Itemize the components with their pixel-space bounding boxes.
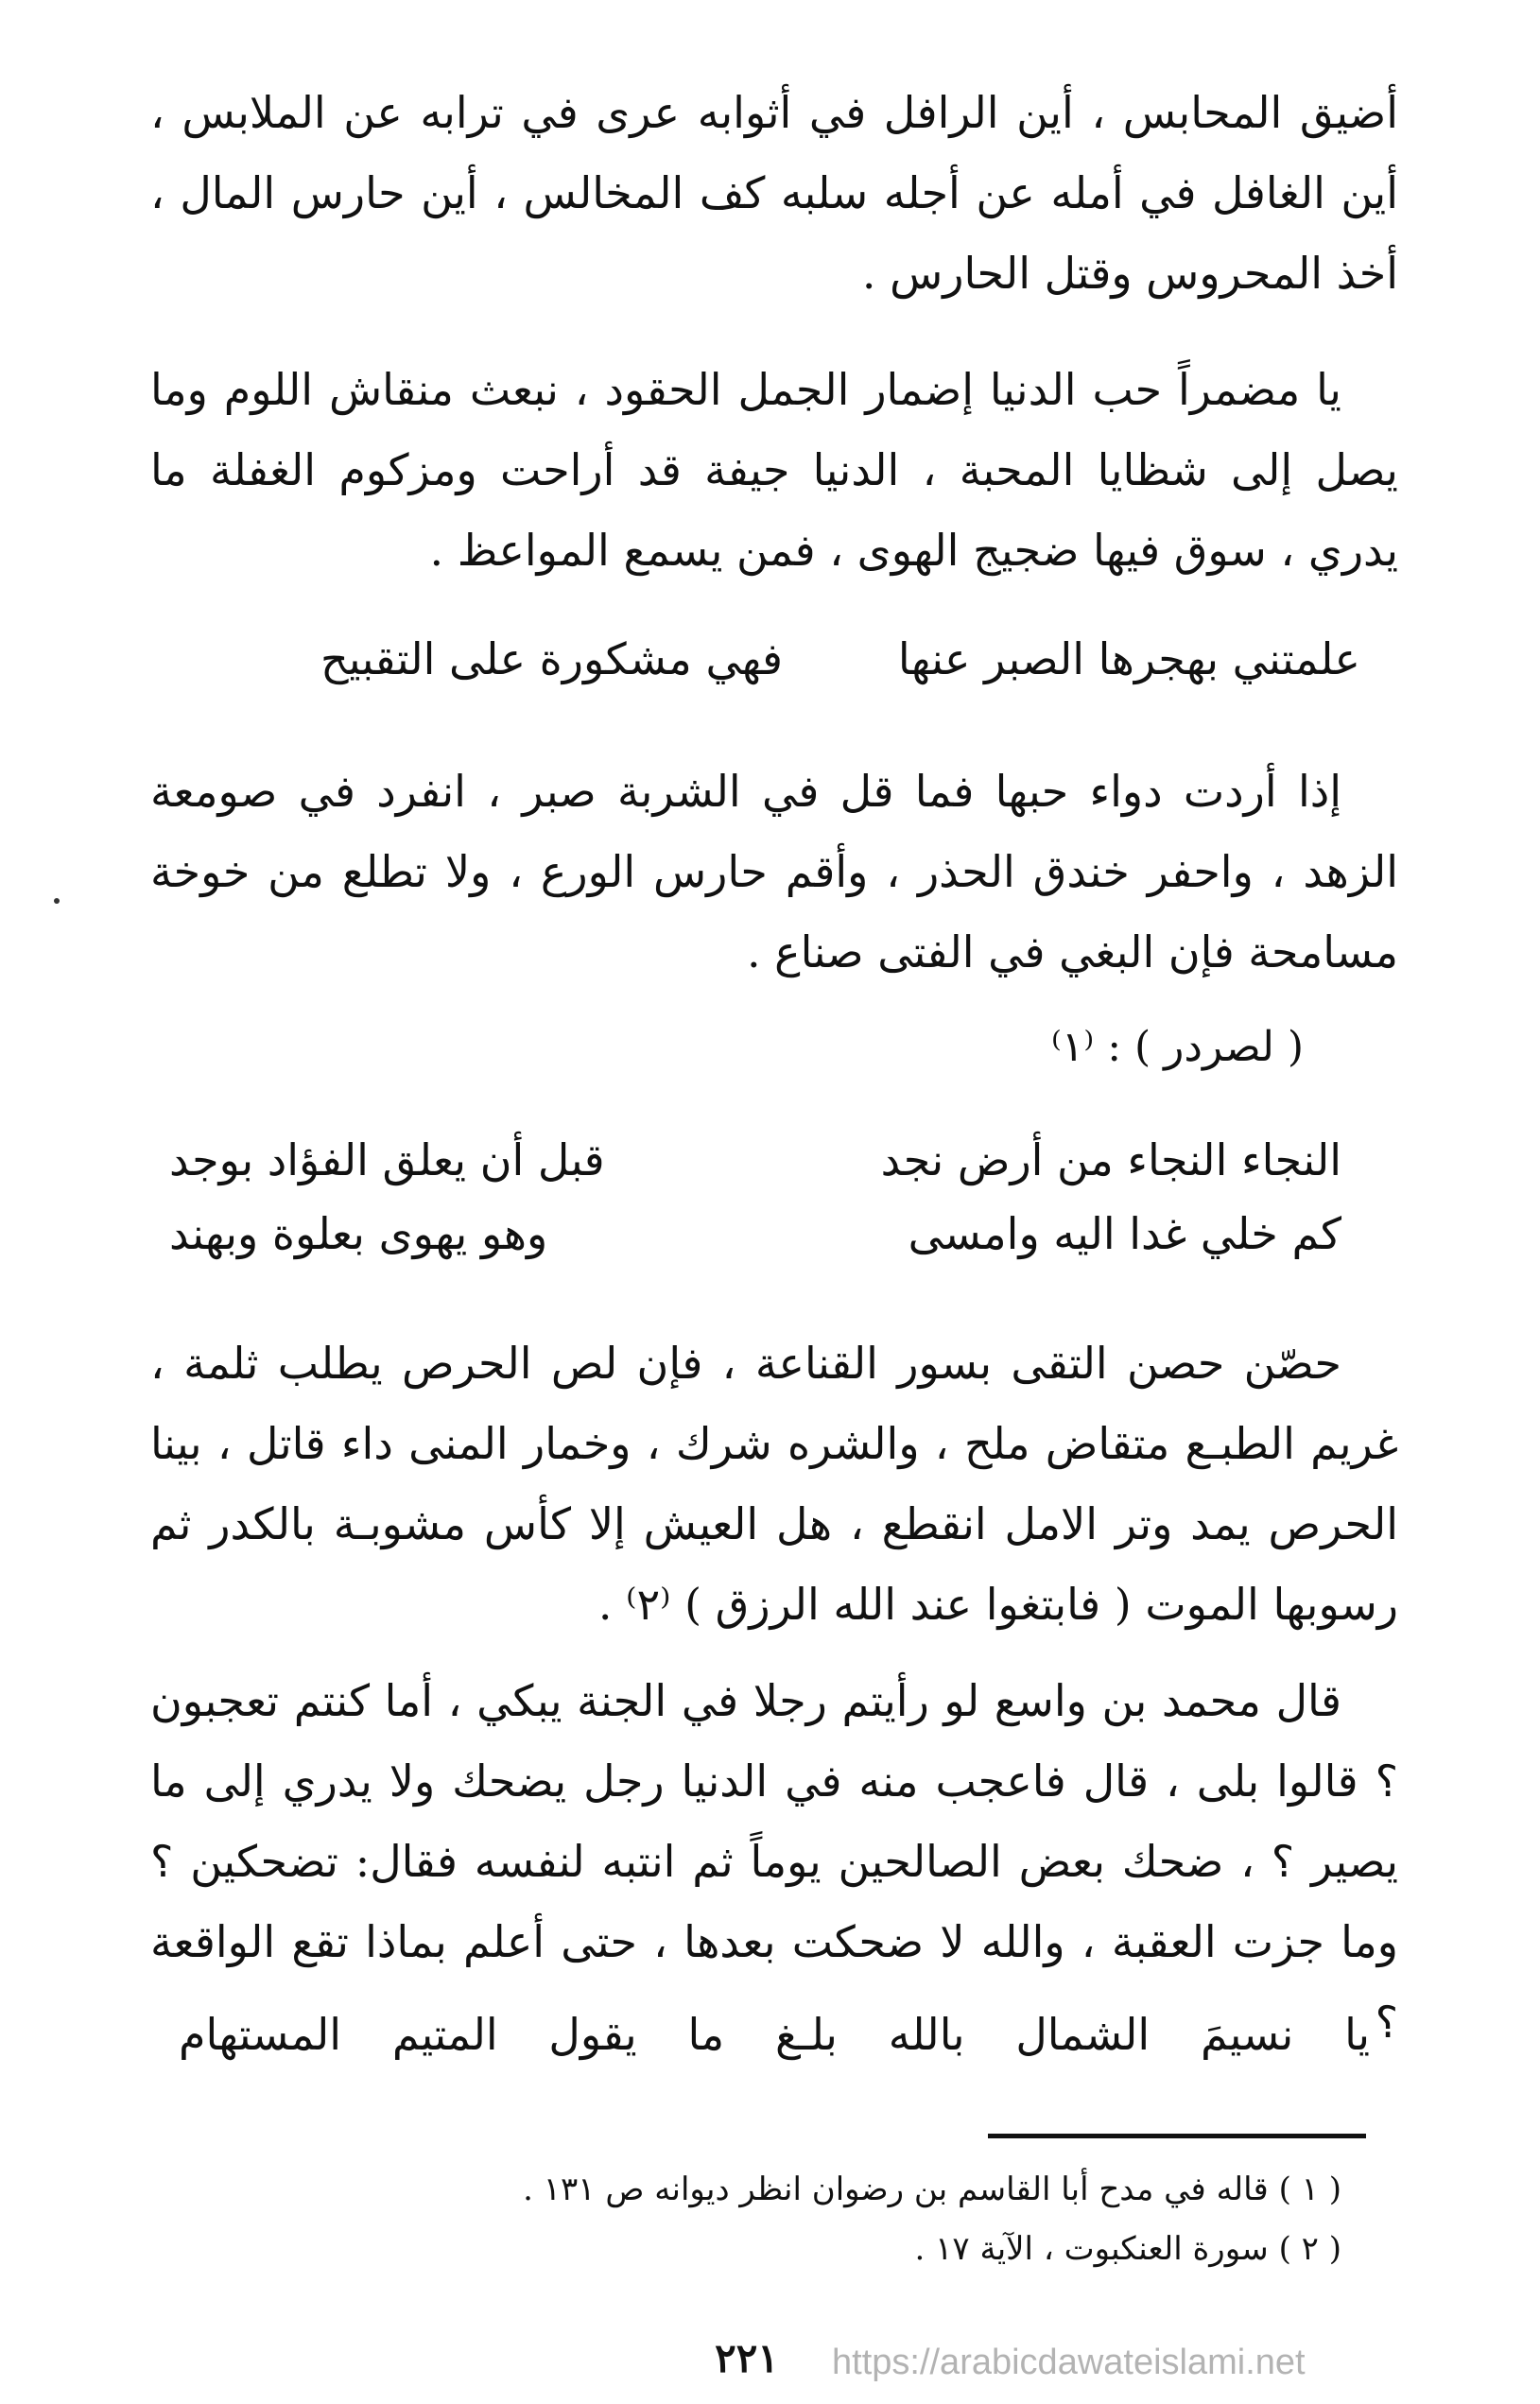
verse-hemistich-second: قبل أن يعلق الفؤاد بوجد bbox=[169, 1134, 605, 1185]
verse-line-4 bbox=[179, 1995, 1370, 2075]
verse-hemistich-first: علمتني بهجرها الصبر عنها bbox=[897, 633, 1360, 684]
verse-word: بلـغ bbox=[774, 2009, 838, 2060]
verse-word: ما bbox=[687, 2009, 725, 2060]
verse-word: يقول bbox=[548, 2009, 637, 2060]
watermark-url: https://arabicdawateislami.net bbox=[832, 2343, 1306, 2382]
footnote-1: ( ١ ) قاله في مدح أبا القاسم بن رضوان انظر ديوانه ص ١٣١ . bbox=[523, 2171, 1341, 2208]
verse-hemistich-first: كم خلي غدا اليه وامسى bbox=[908, 1208, 1341, 1259]
verse-line-3 bbox=[169, 1194, 1341, 1274]
verse-word: بالله bbox=[888, 2009, 965, 2060]
verse-line-2 bbox=[169, 1120, 1341, 1201]
paragraph-5: قال محمد بن واسع لو رأيتم رجلا في الجنة يبكي ، أما كنتم تعجبون ؟ قالوا بلى ، قال فاعجب منه في الدنيا رجل يضحك ولا يدري إلى ما يصير ؟ ، ضحك بعض الصالحين يوماً ثم انتبه لنفسه فقال: تضحكين ؟ وما جزت العقبة ، والله لا ضحكت بعدها ، حتى أعلم بماذا تقع الواقعة ؟ bbox=[150, 1675, 1398, 2048]
paragraph-2: يا مضمراً حب الدنيا إضمار الجمل الحقود ، نبعث منقاش اللوم وما يصل إلى شظايا المحبة ، الدنيا جيفة قد أراحت ومزكوم الغفلة ما يدري ، سوق فيها ضجيج الهوى ، فمن يسمع المواعظ . bbox=[150, 364, 1398, 576]
page-number: ٢٢١ bbox=[715, 2335, 779, 2381]
verse-hemistich-second: وهو يهوى بعلوة وبهند bbox=[169, 1208, 548, 1259]
verse-word: نسيمَ bbox=[1201, 2009, 1294, 2060]
paragraph-3: إذا أردت دواء حبها فما قل في الشربة صبر ، انفرد في صومعة الزهد ، واحفر خندق الحذر ، وأقم حارس الورع ، ولا تطلع من خوخة مسامحة فإن البغي في الفتى صناع . bbox=[150, 766, 1398, 977]
paragraph-1: أضيق المحابس ، أين الرافل في أثوابه عرى في ترابه عن الملابس ، أين الغافل في أمله عن أجله سلبه كف المخالس ، أين حارس المال ، أخذ المحروس وقتل الحارس . bbox=[150, 87, 1398, 299]
verse-hemistich-second: فهي مشكورة على التقبيح bbox=[320, 633, 783, 684]
footnote-2: ( ٢ ) سورة العنكبوت ، الآية ١٧ . bbox=[914, 2230, 1341, 2268]
verse-word: الشمال bbox=[1015, 2009, 1151, 2060]
poet-attribution: ( لصردر ) : ⁽١⁾ bbox=[1050, 1023, 1304, 1071]
verse-line-1 bbox=[320, 619, 1360, 700]
verse-hemistich-first: النجاء النجاء من أرض نجد bbox=[880, 1134, 1341, 1185]
verse-word: يا bbox=[1344, 2009, 1370, 2060]
paragraph-4: حصّن حصن التقى بسور القناعة ، فإن لص الحرص يطلب ثلمة ، غريم الطبـع متقاض ملح ، والشره شرك ، وخمار المنى داء قاتل ، بينا الحرص يمد وتر الامل انقطع ، هل العيش إلا كأس مشوبـة بالكدر ثم رسوبها الموت ( فابتغوا عند الله الرزق ) ⁽٢⁾ . bbox=[150, 1338, 1398, 1630]
margin-speck bbox=[54, 898, 60, 904]
verse-word: المستهام bbox=[179, 2009, 342, 2060]
footnote-divider bbox=[988, 2134, 1366, 2138]
verse-word: المتيم bbox=[391, 2009, 498, 2060]
